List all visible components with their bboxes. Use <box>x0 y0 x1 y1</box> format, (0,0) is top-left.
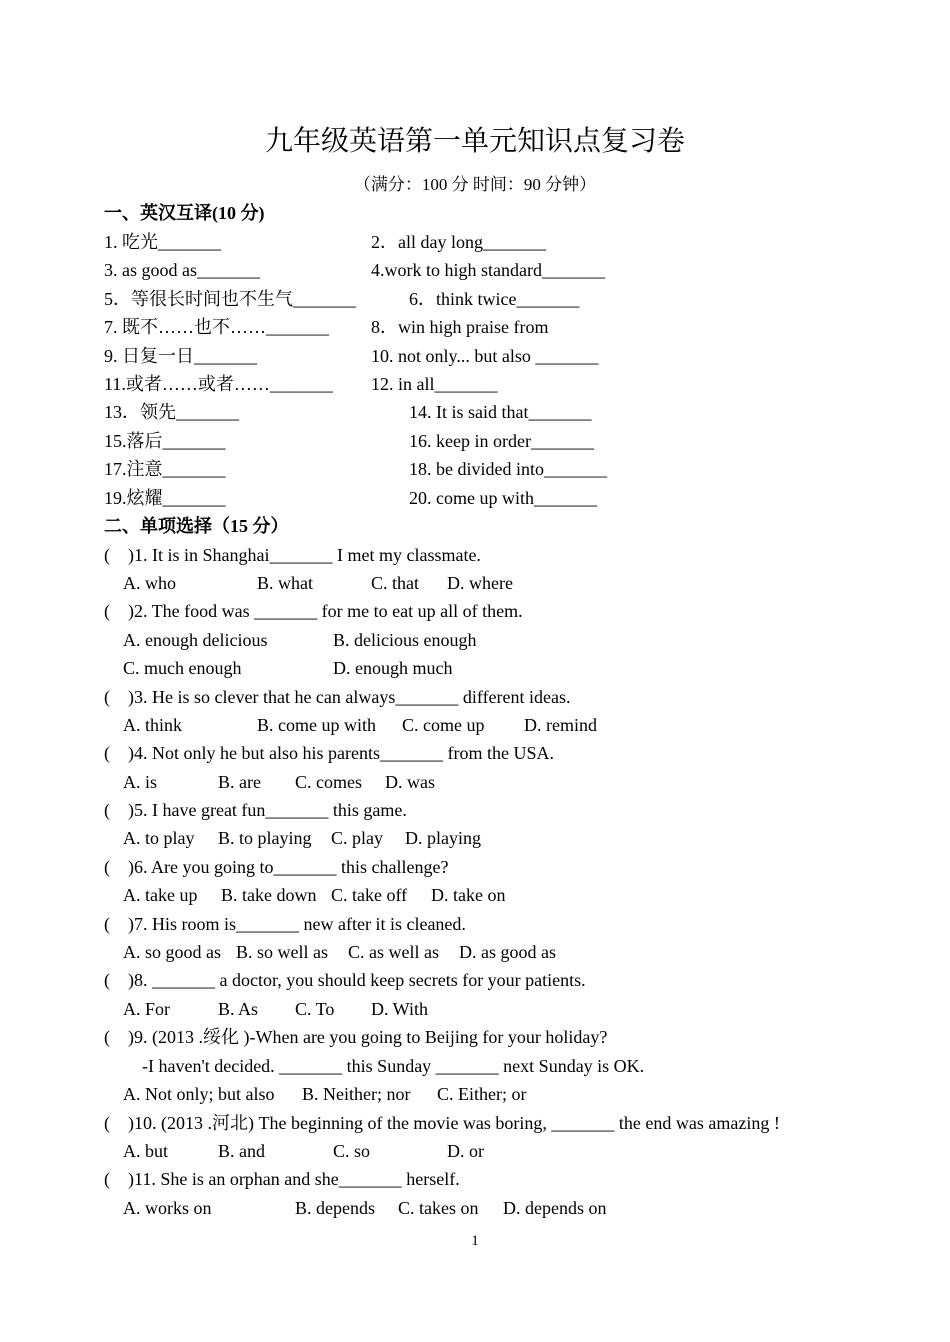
page-title: 九年级英语第一单元知识点复习卷 <box>264 126 685 157</box>
option: B. As <box>218 999 259 1019</box>
translation-item: 16. keep in order_______ <box>409 431 594 451</box>
question-text: ( )1. It is in Shanghai_______ I met my classmate. <box>104 545 481 565</box>
option: D. enough much <box>333 658 453 678</box>
option: B. come up with <box>257 715 376 735</box>
option: A. enough delicious <box>123 630 268 650</box>
option: B. and <box>218 1141 265 1161</box>
option: A. to play <box>123 828 195 848</box>
page-subtitle: （满分：100 分 时间：90 分钟） <box>353 175 597 194</box>
question-text: ( )6. Are you going to_______ this challenge? <box>104 857 449 877</box>
option: D. was <box>385 772 435 792</box>
translation-item: 5．等很长时间也不生气_______ <box>104 289 356 309</box>
option: C. so <box>333 1141 371 1161</box>
translation-item: 2．all day long_______ <box>371 232 546 252</box>
option: D. where <box>447 573 513 593</box>
option: C. take off <box>331 885 408 905</box>
option: D. remind <box>524 715 597 735</box>
question-text: ( )5. I have great fun_______ this game. <box>104 800 407 820</box>
option: C. play <box>331 828 383 848</box>
translation-item: 13．领先_______ <box>104 402 239 422</box>
option: A. take up <box>123 885 198 905</box>
option: A. Not only; but also <box>123 1084 275 1104</box>
translation-item: 10. not only... but also _______ <box>371 346 599 366</box>
option: C. as well as <box>348 942 439 962</box>
translation-item: 20. come up with_______ <box>409 488 597 508</box>
option: B. take down <box>221 885 317 905</box>
option: A. but <box>123 1141 168 1161</box>
question-text: ( )7. His room is_______ new after it is cleaned. <box>104 914 466 934</box>
translation-item: 6．think twice_______ <box>409 289 580 309</box>
translation-item: 3. as good as_______ <box>104 260 260 280</box>
option: D. or <box>447 1141 484 1161</box>
option: D. playing <box>405 828 481 848</box>
question-text: ( )11. She is an orphan and she_______ herself. <box>104 1169 460 1189</box>
translation-item: 14. It is said that_______ <box>409 402 592 422</box>
option: B. what <box>257 573 313 593</box>
question-text: ( )8. _______ a doctor, you should keep secrets for your patients. <box>104 970 586 990</box>
option: C. takes on <box>398 1198 479 1218</box>
translation-item: 12. in all_______ <box>371 374 498 394</box>
question-text: ( )3. He is so clever that he can always_______ different ideas. <box>104 687 571 707</box>
option: D. take on <box>431 885 506 905</box>
page-number: 1 <box>471 1233 479 1249</box>
translation-item: 1. 吃光_______ <box>104 232 221 252</box>
section-heading-translation: 一、英汉互译(10 分) <box>104 203 265 223</box>
option: C. comes <box>295 772 362 792</box>
option: A. so good as <box>123 942 221 962</box>
translation-item: 11.或者……或者……_______ <box>104 374 333 394</box>
section-heading-choice: 二、单项选择（15 分） <box>104 516 289 536</box>
option: C. Either; or <box>437 1084 527 1104</box>
option: B. to playing <box>218 828 312 848</box>
option: C. come up <box>402 715 485 735</box>
question-text: ( )4. Not only he but also his parents_______ from the USA. <box>104 743 554 763</box>
option: D. With <box>371 999 428 1019</box>
translation-item: 7. 既不……也不……_______ <box>104 317 329 337</box>
option: B. are <box>218 772 261 792</box>
question-text: ( )10. (2013 .河北) The beginning of the movie was boring, _______ the end was amazing ! <box>104 1113 780 1133</box>
option: C. that <box>371 573 419 593</box>
translation-item: 15.落后_______ <box>104 431 226 451</box>
option: D. depends on <box>503 1198 607 1218</box>
option: C. much enough <box>123 658 242 678</box>
translation-item: 4.work to high standard_______ <box>371 260 605 280</box>
question-text: -I haven't decided. _______ this Sunday _______ next Sunday is OK. <box>142 1056 645 1076</box>
option: A. think <box>123 715 183 735</box>
translation-item: 9. 日复一日_______ <box>104 346 257 366</box>
option: C. To <box>295 999 335 1019</box>
translation-item: 8．win high praise from <box>371 317 549 337</box>
translation-item: 18. be divided into_______ <box>409 459 607 479</box>
option: B. so well as <box>236 942 328 962</box>
question-text: ( )2. The food was _______ for me to eat up all of them. <box>104 601 523 621</box>
option: A. is <box>123 772 158 792</box>
option: A. who <box>123 573 176 593</box>
question-text: ( )9. (2013 .绥化 )-When are you going to Beijing for your holiday? <box>104 1027 608 1047</box>
option: B. Neither; nor <box>302 1084 411 1104</box>
option: A. For <box>123 999 171 1019</box>
option: B. delicious enough <box>333 630 477 650</box>
translation-item: 17.注意_______ <box>104 459 226 479</box>
translation-item: 19.炫耀_______ <box>104 488 226 508</box>
option: A. works on <box>123 1198 212 1218</box>
option: B. depends <box>295 1198 375 1218</box>
option: D. as good as <box>459 942 556 962</box>
